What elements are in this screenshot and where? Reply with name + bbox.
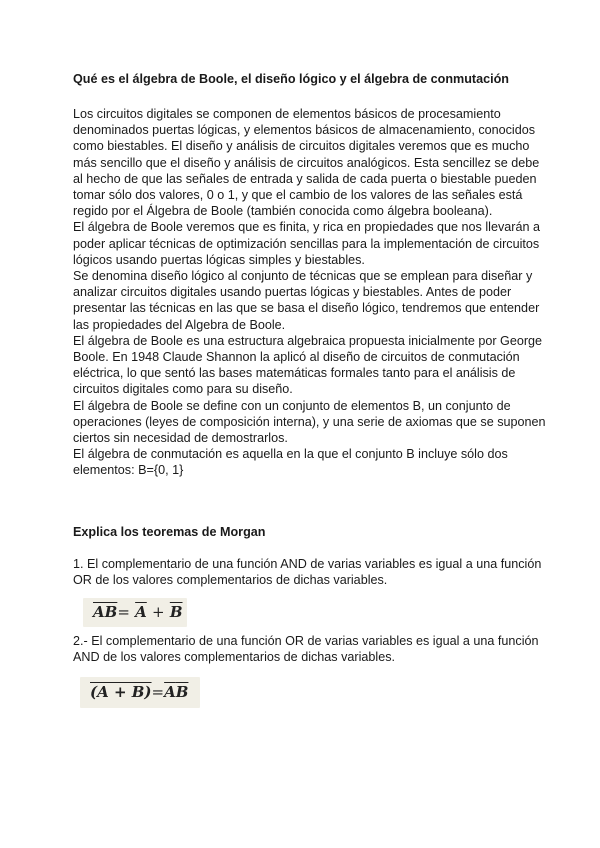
text-line: las propiedades del Algebra de Boole. [73,317,286,332]
text-line: analizar circuitos digitales usando puertas lógicas y biestables. Antes de poder [73,285,512,300]
text-line: Boole. En 1948 Claude Shannon la aplicó al diseño de circuitos de conmutación [73,350,520,365]
text-line: El álgebra de conmutación es aquella en la que el conjunto B incluye sólo dos [73,447,508,462]
section-title-boole: Qué es el álgebra de Boole, el diseño lógico y el álgebra de conmutación [73,72,510,86]
text-line: más sencillo que el diseño y análisis de circuitos analógicos. Esta sencillez se debe [73,155,540,170]
formula-1: $\overline{AB}= \overline{A} + \overline{B}$ [93,603,183,621]
text-line: AND de los valores complementarios de dichas variables. [73,650,395,665]
section-title-morgan: Explica los teoremas de Morgan [73,525,266,539]
text-line: 2.- El complementario de una función OR de varias variables es igual a una función [73,634,539,648]
text-line: presentar las técnicas en las que se basa el diseño lógico, tendremos que entender [73,301,540,316]
text-line: El álgebra de Boole se define con un conjunto de elementos B, un conjunto de [73,398,511,413]
text-line: lógicos usando puertas lógicas simples y biestables. [73,252,365,267]
text-line: poder aplicar técnicas de optimización sencillas para la implementación de circuitos [73,236,540,251]
text-line: circuitos digitales como para su diseño. [73,382,293,397]
text-line: ciertos sin necesidad de demostrarlos. [73,431,288,446]
formula-1-image [83,598,187,627]
text-line: como biestables. El diseño y análisis de circuitos digitales veremos que es mucho [73,139,530,154]
text-line: OR de los valores complementarios de dichas variables. [73,573,388,588]
text-line: elementos: B={0, 1} [73,463,184,478]
text-line: El álgebra de Boole es una estructura algebraica propuesta inicialmente por George [73,333,543,348]
formula-2-image [80,677,200,708]
theorem-1-text [73,556,542,588]
text-line: 1. El complementario de una función AND de varias variables es igual a una función [73,557,542,571]
text-line: Los circuitos digitales se componen de elementos básicos de procesamiento [73,107,501,121]
text-line: tomar sólo dos valores, 0 o 1, y que el cambio de los valores de las señales está [73,188,523,203]
theorem-2-text [73,633,539,665]
formula-2: $(A + B)=\overline{A}\overline{B}$ [90,683,189,701]
text-line: El álgebra de Boole veremos que es finita, y rica en propiedades que nos llevarán a [73,220,540,235]
boole-paragraphs [73,106,546,479]
text-line: Se denomina diseño lógico al conjunto de técnicas que se emplean para diseñar y [73,269,533,284]
text-line: operaciones (leyes de composición interna), y una serie de axiomas que se suponen [73,414,546,429]
text-line: eléctrica, lo que sentó las bases matemáticas formales tanto para el análisis de [73,366,516,381]
text-line: regido por el Álgebra de Boole (también conocida como álgebra booleana). [73,204,493,219]
text-line: denominados puertas lógicas, y elementos básicos de almacenamiento, conocidos [73,123,536,138]
text-line: al hecho de que las señales de entrada y salida de cada puerta o biestable pueden [73,171,537,186]
